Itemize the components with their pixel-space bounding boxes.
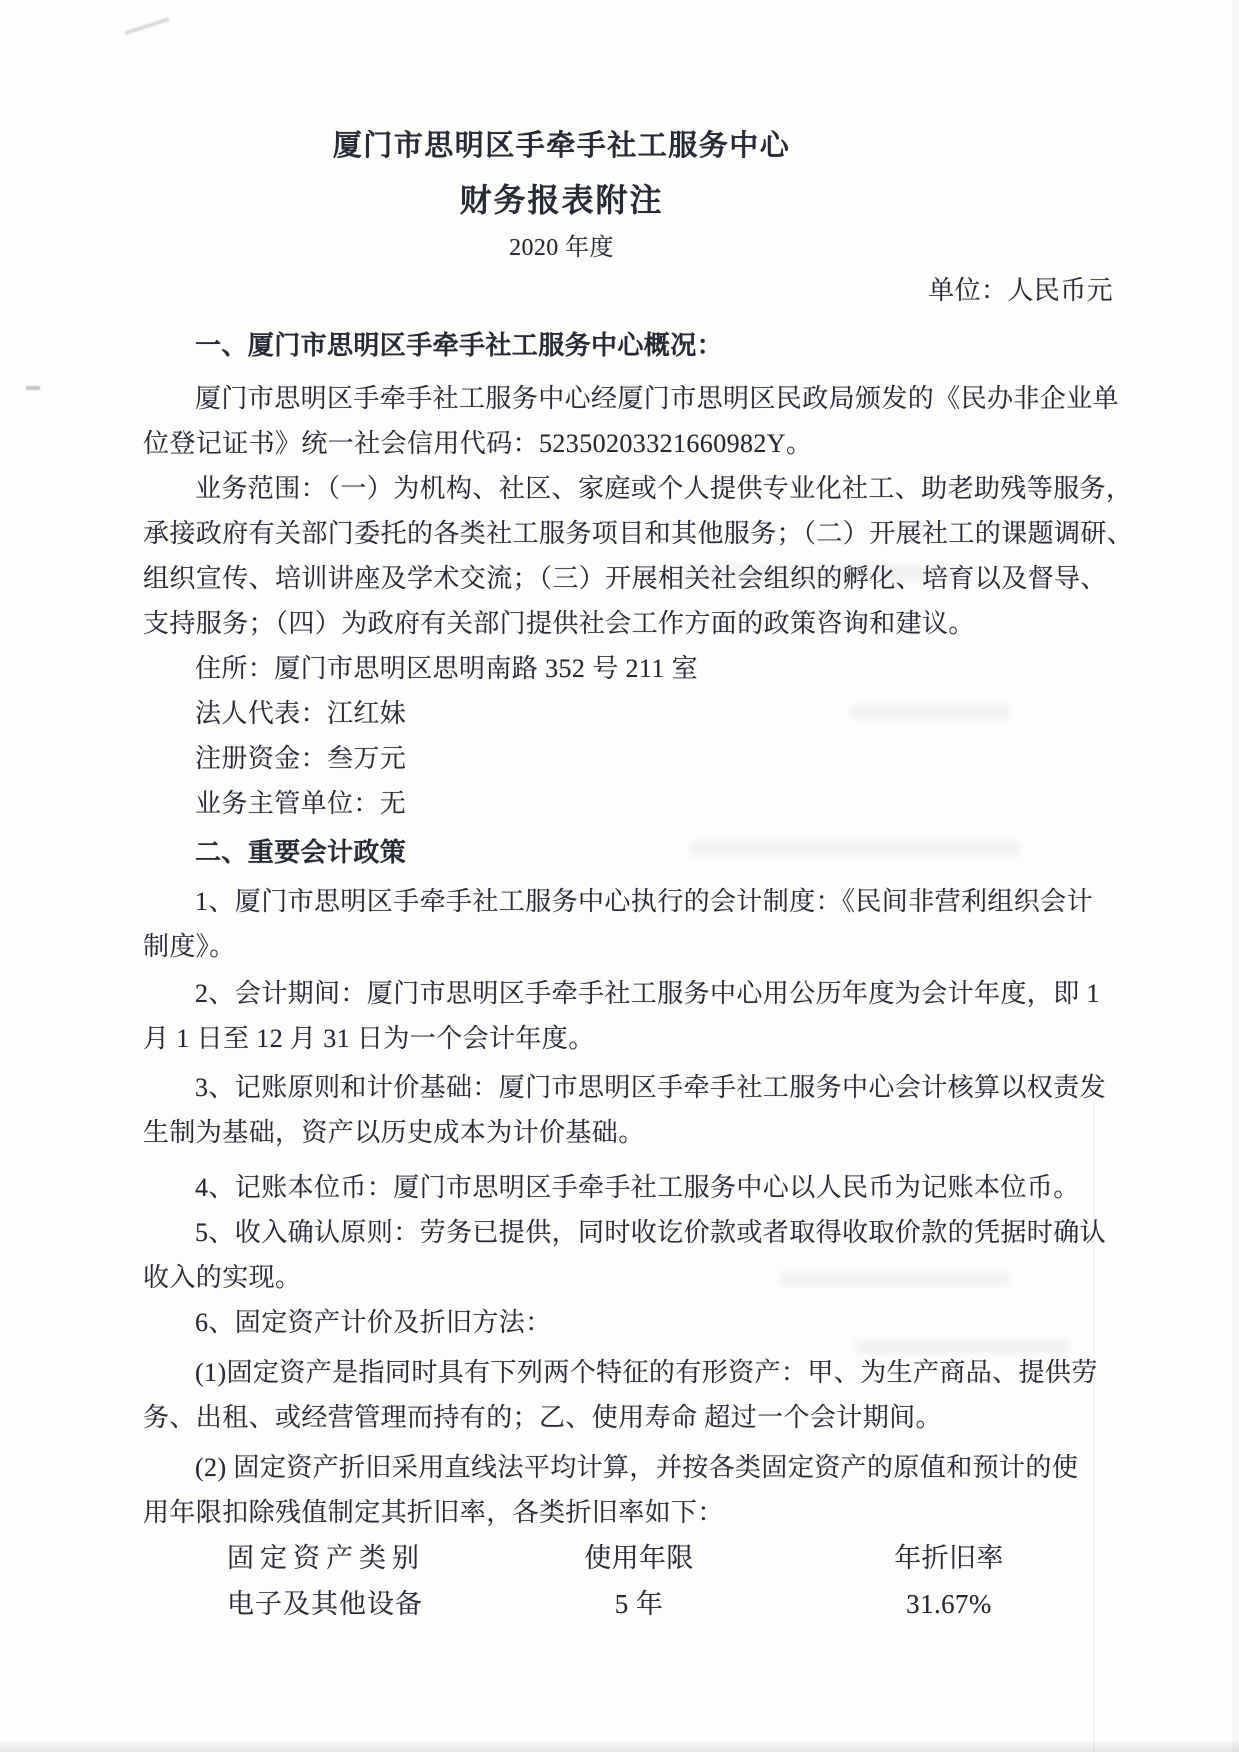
text-line: 位登记证书》统一社会信用代码：52350203321660982Y。 — [143, 429, 813, 458]
document-content — [143, 0, 1134, 1627]
policy-item-bookkeeping-basis — [143, 1065, 1115, 1155]
registration-paragraph — [143, 376, 1120, 466]
section-overview-heading: 一、厦门市思明区手牵手社工服务中心概况： — [195, 331, 724, 360]
text-line: 承接政府有关部门委托的各类社工服务项目和其他服务；（二）开展社工的课题调研、 — [143, 519, 1134, 548]
policy-item-fixed-assets-heading: 6、固定资产计价及折旧方法： — [195, 1308, 552, 1337]
scan-edge-mark — [26, 386, 40, 390]
fixed-assets-depreciation-paragraph — [143, 1445, 1115, 1535]
text-line: 厦门市思明区手牵手社工服务中心经厦门市思明区民政局颁发的《民办非企业单 — [195, 384, 1120, 413]
document-period: 2020 年度 — [509, 235, 614, 261]
table-header-cell: 固定资产类别 — [227, 1543, 425, 1573]
section-policies-heading: 二、重要会计政策 — [195, 838, 407, 867]
table-header-cell: 使用年限 — [584, 1543, 694, 1573]
text-line: (2) 固定资产折旧采用直线法平均计算，并按各类固定资产的原值和预计的使 — [195, 1453, 1079, 1482]
text-line: 务、出租、或经营管理而持有的；乙、使用寿命 超过一个会计期间。 — [143, 1403, 942, 1432]
currency-unit-note: 单位：人民币元 — [928, 276, 1113, 305]
text-line: 1、厦门市思明区手牵手社工服务中心执行的会计制度：《民间非营利组织会计 — [195, 887, 1094, 916]
text-line: 组织宣传、培训讲座及学术交流；（三）开展相关社会组织的孵化、培育以及督导、 — [143, 564, 1107, 593]
text-line: 2、会计期间：厦门市思明区手牵手社工服务中心用公历年度为会计年度，即 1 — [195, 979, 1100, 1008]
text-line: 5、收入确认原则：劳务已提供，同时收讫价款或者取得收取价款的凭据时确认 — [195, 1218, 1107, 1247]
text-line: 3、记账原则和计价基础：厦门市思明区手牵手社工服务中心会计核算以权责发 — [195, 1073, 1107, 1102]
registered-capital-line: 注册资金：叁万元 — [195, 744, 407, 773]
depreciation-table-row — [143, 1581, 1115, 1627]
table-cell: 电子及其他设备 — [227, 1589, 423, 1619]
text-line: 月 1 日至 12 月 31 日为一个会计年度。 — [143, 1024, 595, 1053]
supervisory-unit-line: 业务主管单位：无 — [195, 789, 407, 818]
text-line: 业务范围：（一）为机构、社区、家庭或个人提供专业化社工、助老助残等服务， — [195, 474, 1133, 503]
document-subtitle: 财务报表附注 — [459, 182, 664, 218]
policy-item-accounting-period — [143, 971, 1115, 1061]
policy-item-revenue-recognition — [143, 1210, 1115, 1300]
business-scope-paragraph — [143, 466, 1134, 646]
document-title: 厦门市思明区手牵手社工服务中心 — [332, 130, 791, 162]
table-cell: 5 年 — [614, 1589, 664, 1619]
scan-bottom-shadow — [0, 1741, 1239, 1752]
text-line: 支持服务；（四）为政府有关部门提供社会工作方面的政策咨询和建议。 — [143, 609, 975, 638]
text-line: (1)固定资产是指同时具有下列两个特征的有形资产：甲、为生产商品、提供劳 — [195, 1358, 1098, 1387]
depreciation-rate-table — [143, 1535, 1115, 1627]
text-line: 4、记账本位币：厦门市思明区手牵手社工服务中心以人民币为记账本位币。 — [195, 1173, 1080, 1202]
text-line: 制度》。 — [143, 932, 236, 961]
depreciation-table-header-row — [143, 1535, 1115, 1581]
scan-edge-shade — [1232, 0, 1239, 1752]
table-cell: 31.67% — [906, 1589, 992, 1619]
text-line: 收入的实现。 — [143, 1263, 302, 1292]
policy-item-accounting-system — [143, 879, 1115, 969]
text-line: 生制为基础，资产以历史成本为计价基础。 — [143, 1118, 645, 1147]
policy-item-functional-currency — [143, 1165, 1115, 1210]
table-header-cell: 年折旧率 — [894, 1543, 1004, 1573]
legal-representative-line: 法人代表：江红妹 — [195, 699, 407, 728]
fixed-assets-definition-paragraph — [143, 1350, 1115, 1440]
text-line: 用年限扣除残值制定其折旧率，各类折旧率如下： — [143, 1498, 724, 1527]
address-line: 住所：厦门市思明区思明南路 352 号 211 室 — [195, 654, 699, 683]
